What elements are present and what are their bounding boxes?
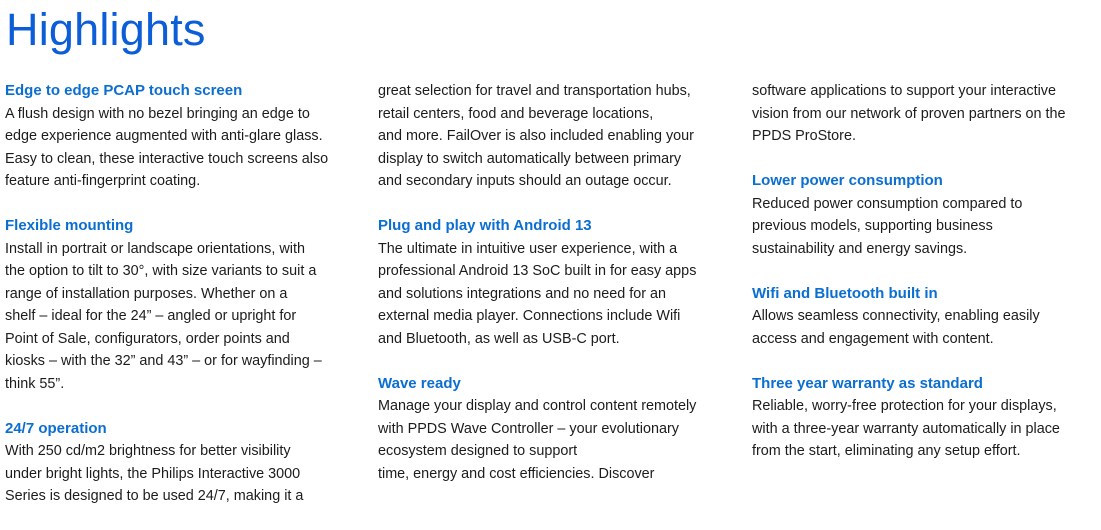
body-line: and solutions integrations and no need for an [378, 285, 667, 302]
section-heading: Plug and play with Android 13 [378, 217, 592, 234]
section-24-7-operation [5, 418, 360, 508]
section-body [752, 80, 1101, 148]
body-line: With 250 cd/m2 brightness for better visibility [5, 443, 291, 459]
section-wave-continued [752, 80, 1101, 148]
section-warranty [752, 373, 1101, 463]
body-line: external media player. Connections include Wifi [378, 308, 681, 324]
body-line: great selection for travel and transportation hubs, [378, 83, 691, 99]
body-line: feature anti-fingerprint coating. [5, 173, 201, 189]
body-line: edge experience augmented with anti-glare glass. [5, 128, 323, 144]
body-line: ecosystem designed to support [378, 443, 578, 459]
body-line: Install in portrait or landscape orientations, with [5, 240, 305, 257]
section-body [752, 395, 1101, 463]
body-line: shelf – ideal for the 24” – angled or upright for [5, 308, 297, 324]
section-body [378, 80, 733, 193]
section-body [752, 193, 1101, 261]
section-24-7-continued [378, 80, 733, 193]
body-line: Easy to clean, these interactive touch screens also [5, 150, 329, 167]
section-heading: 24/7 operation [5, 419, 107, 437]
section-body [5, 103, 360, 193]
body-line: and Bluetooth, as well as USB-C port. [378, 330, 620, 347]
body-line: Reduced power consumption compared to [752, 195, 1023, 212]
body-line: the option to tilt to 30°, with size variants to suit a [5, 263, 317, 279]
body-line: display to switch automatically between primary [378, 150, 682, 167]
body-line: think 55”. [5, 375, 65, 392]
body-line: time, energy and cost efficiencies. Discover [378, 465, 655, 482]
body-line: from the start, eliminating any setup effort. [752, 443, 1021, 459]
section-body [5, 440, 360, 508]
body-line: and more. FailOver is also included enabling your [378, 128, 694, 144]
body-line: retail centers, food and beverage locations, [378, 105, 654, 122]
body-line: sustainability and energy savings. [752, 240, 968, 257]
body-line: vision from our network of proven partners on the [752, 105, 1066, 122]
body-line: Series is designed to be used 24/7, making it a [5, 488, 304, 504]
section-edge-to-edge-touch [5, 80, 360, 193]
section-heading: Wifi and Bluetooth built in [752, 284, 938, 302]
body-line: with PPDS Wave Controller – your evolutionary [378, 420, 679, 437]
body-line: The ultimate in intuitive user experience, with a [378, 240, 678, 257]
body-line: Reliable, worry-free protection for your displays, [752, 398, 1057, 414]
body-line: under bright lights, the Philips Interactive 3000 [5, 465, 301, 482]
section-body [378, 238, 733, 351]
section-heading: Flexible mounting [5, 217, 134, 234]
section-body [5, 238, 360, 396]
column-1 [5, 80, 360, 530]
section-heading: Wave ready [378, 374, 461, 392]
body-line: A flush design with no bezel bringing an edge to [5, 105, 310, 122]
body-line: previous models, supporting business [752, 218, 993, 234]
body-line: and secondary inputs should an outage occur. [378, 173, 672, 189]
column-2 [378, 80, 733, 508]
body-line: software applications to support your interactive [752, 83, 1056, 99]
section-lower-power [752, 170, 1101, 260]
body-line: with a three-year warranty automatically in place [752, 420, 1060, 437]
body-line: professional Android 13 SoC built in for easy apps [378, 263, 697, 279]
page-title: Highlights [6, 4, 206, 55]
body-line: access and engagement with content. [752, 330, 994, 347]
section-heading: Three year warranty as standard [752, 374, 983, 392]
body-line: Manage your display and control content remotely [378, 398, 697, 414]
section-heading: Edge to edge PCAP touch screen [5, 82, 243, 99]
section-wave-ready [378, 373, 733, 486]
column-3 [752, 80, 1101, 485]
section-android-13 [378, 215, 733, 350]
body-line: Point of Sale, configurators, order points and [5, 330, 290, 347]
section-flexible-mounting [5, 215, 360, 395]
body-line: range of installation purposes. Whether on a [5, 285, 288, 302]
section-wifi-bluetooth [752, 283, 1101, 351]
body-line: kiosks – with the 32” and 43” – or for wayfinding – [5, 353, 322, 369]
section-body [378, 395, 733, 485]
section-body [752, 305, 1101, 350]
section-heading: Lower power consumption [752, 172, 943, 189]
body-line: PPDS ProStore. [752, 128, 856, 144]
body-line: Allows seamless connectivity, enabling easily [752, 308, 1040, 324]
